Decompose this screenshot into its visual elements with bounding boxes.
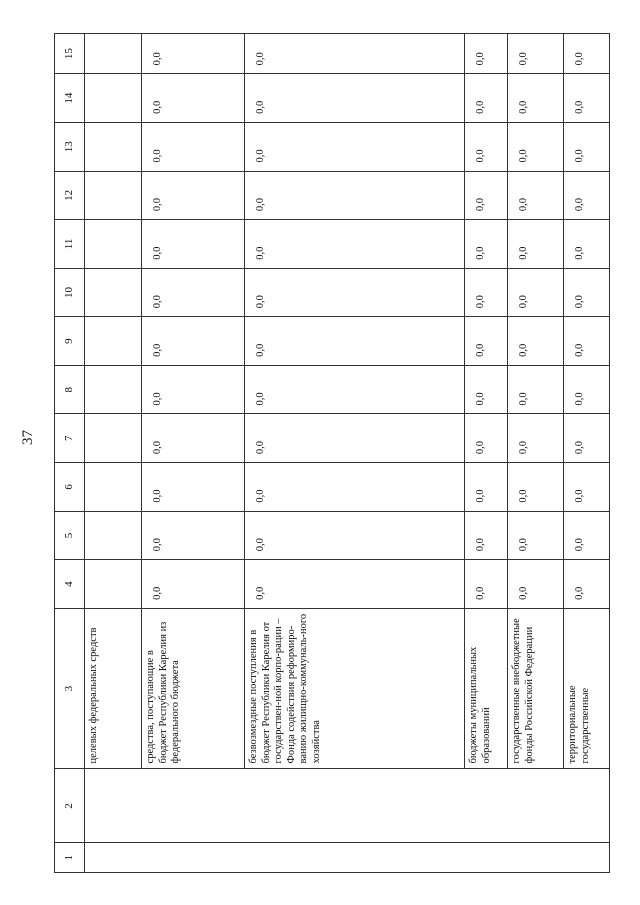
value-cell: 0,0 <box>465 268 508 317</box>
value-cell <box>85 171 142 220</box>
value-cell: 0,0 <box>564 414 610 463</box>
column-number: 14 <box>55 74 85 123</box>
value-cell: 0,0 <box>245 317 465 366</box>
row-label: государственные внебюджетные фонды Российской Федерации <box>508 608 564 769</box>
value-cell: 0,0 <box>465 365 508 414</box>
value-cell: 0,0 <box>142 268 245 317</box>
value-cell <box>85 463 142 512</box>
value-cell: 0,0 <box>564 268 610 317</box>
value-cell <box>85 511 142 560</box>
value-cell: 0,0 <box>465 74 508 123</box>
value-cell: 0,0 <box>508 511 564 560</box>
value-cell: 0,0 <box>245 34 465 74</box>
column-number: 15 <box>55 34 85 74</box>
row-label: территориальные государственные <box>564 608 610 769</box>
value-cell: 0,0 <box>465 317 508 366</box>
value-cell: 0,0 <box>564 122 610 171</box>
value-cell: 0,0 <box>245 365 465 414</box>
value-cell <box>85 122 142 171</box>
value-cell: 0,0 <box>465 560 508 609</box>
value-cell: 0,0 <box>245 171 465 220</box>
column-number: 12 <box>55 171 85 220</box>
table-row <box>508 34 564 873</box>
value-cell: 0,0 <box>142 220 245 269</box>
value-cell: 0,0 <box>245 268 465 317</box>
rotated-table-wrapper <box>55 33 610 873</box>
column-number: 13 <box>55 122 85 171</box>
value-cell: 0,0 <box>508 317 564 366</box>
value-cell: 0,0 <box>465 414 508 463</box>
value-cell: 0,0 <box>245 74 465 123</box>
value-cell: 0,0 <box>508 74 564 123</box>
value-cell <box>85 268 142 317</box>
table-row <box>564 34 610 873</box>
value-cell: 0,0 <box>142 74 245 123</box>
value-cell: 0,0 <box>508 560 564 609</box>
value-cell: 0,0 <box>465 122 508 171</box>
page-number: 37 <box>20 430 36 445</box>
column-number: 7 <box>55 414 85 463</box>
value-cell: 0,0 <box>564 365 610 414</box>
col-1-cell <box>85 843 610 873</box>
value-cell: 0,0 <box>142 34 245 74</box>
value-cell: 0,0 <box>465 34 508 74</box>
value-cell: 0,0 <box>564 220 610 269</box>
table-row <box>245 34 465 873</box>
value-cell: 0,0 <box>508 463 564 512</box>
col-2-cell <box>85 769 610 843</box>
column-number: 10 <box>55 268 85 317</box>
value-cell: 0,0 <box>142 414 245 463</box>
value-cell: 0,0 <box>564 34 610 74</box>
column-number-row <box>55 34 85 873</box>
value-cell: 0,0 <box>245 560 465 609</box>
value-cell: 0,0 <box>465 171 508 220</box>
value-cell: 0,0 <box>142 317 245 366</box>
column-number: 2 <box>55 769 85 843</box>
value-cell: 0,0 <box>564 560 610 609</box>
column-number: 6 <box>55 463 85 512</box>
column-number: 8 <box>55 365 85 414</box>
value-cell: 0,0 <box>508 34 564 74</box>
value-cell: 0,0 <box>142 171 245 220</box>
value-cell <box>85 34 142 74</box>
column-number: 11 <box>55 220 85 269</box>
row-label: целевых федеральных средств <box>85 608 142 769</box>
budget-table <box>54 33 610 873</box>
table-row <box>142 34 245 873</box>
value-cell <box>85 220 142 269</box>
value-cell: 0,0 <box>564 317 610 366</box>
value-cell <box>85 560 142 609</box>
row-label: бюджеты муниципальных образований <box>465 608 508 769</box>
value-cell <box>85 74 142 123</box>
value-cell: 0,0 <box>564 74 610 123</box>
value-cell: 0,0 <box>142 511 245 560</box>
value-cell: 0,0 <box>465 463 508 512</box>
value-cell: 0,0 <box>245 122 465 171</box>
value-cell: 0,0 <box>508 365 564 414</box>
column-number: 5 <box>55 511 85 560</box>
value-cell: 0,0 <box>142 365 245 414</box>
value-cell: 0,0 <box>508 414 564 463</box>
column-number: 4 <box>55 560 85 609</box>
value-cell: 0,0 <box>142 463 245 512</box>
column-number: 9 <box>55 317 85 366</box>
row-label: безвозмездные поступления в бюджет Республики Карелия от государствен-ной корпо-рации – Фонда содействия реформиро-ванию жилищно-коммуналь-ного хозяйства <box>245 608 465 769</box>
value-cell: 0,0 <box>245 463 465 512</box>
value-cell: 0,0 <box>508 268 564 317</box>
value-cell: 0,0 <box>245 511 465 560</box>
value-cell: 0,0 <box>564 463 610 512</box>
value-cell: 0,0 <box>564 511 610 560</box>
value-cell: 0,0 <box>245 220 465 269</box>
table-row <box>85 34 142 873</box>
value-cell <box>85 414 142 463</box>
value-cell: 0,0 <box>245 414 465 463</box>
value-cell: 0,0 <box>465 220 508 269</box>
column-number: 1 <box>55 843 85 873</box>
value-cell <box>85 365 142 414</box>
value-cell <box>85 317 142 366</box>
row-label: средства, поступающие в бюджет Республики Карелия из федерального бюджета <box>142 608 245 769</box>
value-cell: 0,0 <box>564 171 610 220</box>
value-cell: 0,0 <box>142 122 245 171</box>
column-number: 3 <box>55 608 85 769</box>
value-cell: 0,0 <box>508 122 564 171</box>
value-cell: 0,0 <box>508 171 564 220</box>
value-cell: 0,0 <box>465 511 508 560</box>
table-row <box>465 34 508 873</box>
value-cell: 0,0 <box>508 220 564 269</box>
value-cell: 0,0 <box>142 560 245 609</box>
